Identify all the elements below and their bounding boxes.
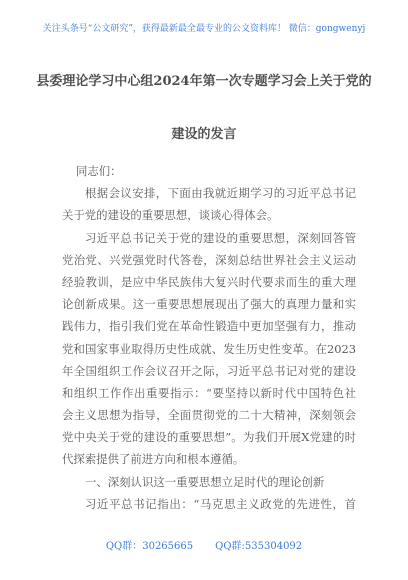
paragraph-2-line-11: 代探索提供了前进方向和根本遵循。 [62, 452, 245, 467]
paragraph-2-line-5: 践伟力，指引我们党在革命性锻造中更加坚强有力，推动 [62, 319, 356, 334]
greeting: 同志们： [76, 164, 122, 178]
paragraph-2-line-7: 年全国组织工作会议召开之际，习近平总书记对党的建设 [62, 363, 356, 378]
footer-contact [0, 537, 408, 552]
paragraph-2-line-4: 论创新成果。这一重要思想展现出了强大的真理力量和实 [62, 297, 356, 312]
paragraph-2-line-6: 党和国家事业取得历史性成就、发生历史性变革。在2023 [62, 341, 356, 356]
paragraph-2-line-3: 经验教训，是应中华民族伟大复兴时代要求而生的重大理 [62, 274, 356, 289]
paragraph-2-line-8: 和组织工作作出重要指示：“要坚持以新时代中国特色社 [62, 385, 356, 400]
footer-qq-group-2: QQ群:535304092 [215, 541, 303, 552]
section-heading-1: 一、深刻认识这一重要思想立足时代的理论创新 [85, 474, 325, 489]
paragraph-1-line-2: 关于党的建设的重要思想，谈谈心得体会。 [62, 208, 279, 223]
paragraph-2-line-1: 习近平总书记关于党的建设的重要思想，深刻回答管 [85, 230, 356, 245]
document-body [62, 160, 356, 515]
paragraph-2-line-10: 党中央关于党的建设的重要思想”。为我们开展X党建的时 [62, 430, 356, 445]
header-banner: 关注头条号“公文研究”，获得最新最全最专业的公文资料库！ 微信：gongwenyj [42, 24, 366, 34]
paragraph-3-line-1: 习近平总书记指出：“马克思主义政党的先进性，首 [85, 496, 356, 511]
paragraph-2-line-2: 党治党、兴党强党时代答卷，深刻总结世界社会主义运动 [62, 252, 356, 267]
paragraph-1-line-1: 根据会议安排，下面由我就近期学习的习近平总书记 [85, 186, 356, 201]
document-title-line-2: 建设的发言 [171, 127, 237, 142]
footer-qq-group-1: QQ群：30265665 [105, 541, 194, 552]
document-title-line-1: 县委理论学习中心组2024年第一次专题学习会上关于党的 [36, 74, 372, 89]
paragraph-2-line-9: 会主义思想为指导，全面贯彻党的二十大精神，深刻领会 [62, 408, 356, 423]
